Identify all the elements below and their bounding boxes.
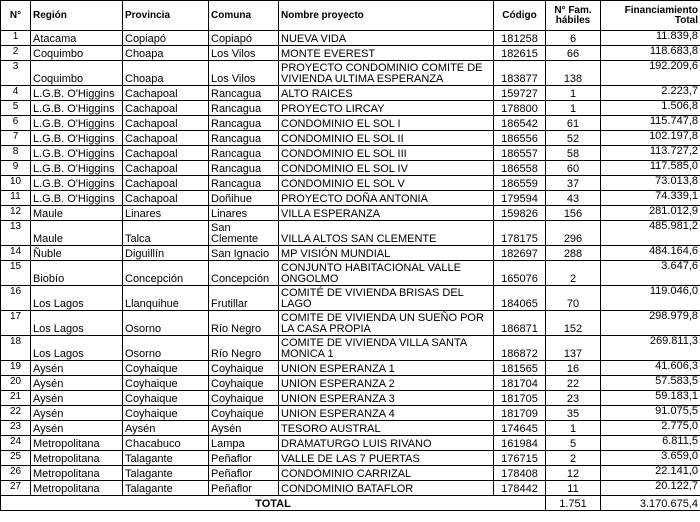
cell-provincia: Osorno [123,311,209,336]
cell-codigo: 181704 [494,376,546,391]
cell-codigo: 183877 [494,61,546,86]
cell-no: 16 [1,286,31,311]
cell-financiamiento: 281.012,9 [601,206,700,221]
header-financiamiento: Financiamiento Total [601,1,700,31]
cell-codigo: 181258 [494,31,546,46]
table-row [1,246,700,261]
cell-no: 12 [1,206,31,221]
cell-codigo: 181709 [494,406,546,421]
cell-fam: 66 [546,46,601,61]
cell-comuna: Aysén [209,421,279,436]
cell-fam: 137 [546,336,601,361]
cell-fam: 1 [546,101,601,116]
cell-no: 26 [1,466,31,481]
table-row [1,206,700,221]
cell-proyecto: MONTE EVEREST [279,46,494,61]
table-row [1,131,700,146]
cell-proyecto: CONDOMINIO CARRIZAL [279,466,494,481]
cell-provincia: Cachapoal [123,191,209,206]
cell-proyecto: CONDOMINIO EL SOL II [279,131,494,146]
cell-codigo: 186871 [494,311,546,336]
cell-proyecto: TESORO AUSTRAL [279,421,494,436]
cell-financiamiento: 11.839,8 [601,31,700,46]
cell-region: L.G.B. O'Higgins [31,161,123,176]
cell-provincia: Llanquihue [123,286,209,311]
cell-financiamiento: 115.747,8 [601,116,700,131]
cell-codigo: 178800 [494,101,546,116]
cell-comuna: Doñihue [209,191,279,206]
header-comuna: Comuna [209,1,279,31]
table-row [1,436,700,451]
cell-provincia: Linares [123,206,209,221]
table-row [1,31,700,46]
cell-region: L.G.B. O'Higgins [31,191,123,206]
cell-region: Coquimbo [31,46,123,61]
cell-comuna: Coyhaique [209,376,279,391]
cell-no: 24 [1,436,31,451]
table-row [1,421,700,436]
cell-comuna: Peñaflor [209,481,279,496]
cell-fam: 52 [546,131,601,146]
cell-financiamiento: 3.659,0 [601,451,700,466]
cell-provincia: Cachapoal [123,131,209,146]
cell-comuna: San Ignacio [209,246,279,261]
table-row [1,361,700,376]
cell-fam: 16 [546,361,601,376]
cell-no: 15 [1,261,31,286]
cell-fam: 37 [546,176,601,191]
cell-proyecto: PROYECTO LIRCAY [279,101,494,116]
cell-region: L.G.B. O'Higgins [31,131,123,146]
cell-proyecto: MP VISIÓN MUNDIAL [279,246,494,261]
cell-region: Los Lagos [31,336,123,361]
cell-proyecto: VILLA ALTOS SAN CLEMENTE [279,221,494,246]
cell-fam: 6 [546,31,601,46]
table-row [1,481,700,496]
cell-comuna: Peñaflor [209,466,279,481]
table-row [1,46,700,61]
cell-provincia: Coyhaique [123,376,209,391]
cell-codigo: 178442 [494,481,546,496]
cell-region: L.G.B. O'Higgins [31,101,123,116]
cell-provincia: Copiapó [123,31,209,46]
cell-fam: 70 [546,286,601,311]
cell-region: Biobío [31,261,123,286]
cell-financiamiento: 298.979,8 [601,311,700,336]
table-row [1,336,700,361]
cell-fam: 2 [546,451,601,466]
cell-comuna: Río Negro [209,311,279,336]
cell-codigo: 186558 [494,161,546,176]
cell-no: 22 [1,406,31,421]
cell-fam: 152 [546,311,601,336]
table-row [1,376,700,391]
cell-region: Aysén [31,376,123,391]
cell-financiamiento: 1.506,8 [601,101,700,116]
cell-fam: 1 [546,86,601,101]
cell-proyecto: CONDOMINIO BATAFLOR [279,481,494,496]
cell-provincia: Cachapoal [123,146,209,161]
cell-financiamiento: 74.339,1 [601,191,700,206]
table-row [1,161,700,176]
cell-fam: 61 [546,116,601,131]
cell-comuna: Coyhaique [209,406,279,421]
cell-no: 17 [1,311,31,336]
cell-codigo: 186557 [494,146,546,161]
cell-comuna: Los Vilos [209,46,279,61]
cell-codigo: 182615 [494,46,546,61]
cell-provincia: Concepción [123,261,209,286]
cell-proyecto: COMITÉ DE VIVIENDA BRISAS DEL LAGO [279,286,494,311]
header-row [1,1,700,31]
cell-fam: 156 [546,206,601,221]
cell-no: 2 [1,46,31,61]
cell-region: Los Lagos [31,286,123,311]
cell-proyecto: UNION ESPERANZA 4 [279,406,494,421]
cell-proyecto: PROYECTO CONDOMINIO COMITE DE VIVIENDA ULTIMA ESPERANZA [279,61,494,86]
cell-fam: 2 [546,261,601,286]
cell-financiamiento: 20.122,7 [601,481,700,496]
cell-provincia: Cachapoal [123,161,209,176]
cell-proyecto: PROYECTO DOÑA ANTONIA [279,191,494,206]
cell-provincia: Cachapoal [123,176,209,191]
cell-region: L.G.B. O'Higgins [31,146,123,161]
cell-provincia: Choapa [123,46,209,61]
table-row [1,116,700,131]
table-row [1,221,700,246]
cell-codigo: 181705 [494,391,546,406]
cell-no: 9 [1,161,31,176]
table-row [1,86,700,101]
cell-region: Aysén [31,406,123,421]
cell-region: Metropolitana [31,451,123,466]
header-proyecto: Nombre proyecto [279,1,494,31]
table-row [1,176,700,191]
cell-financiamiento: 192.209,6 [601,61,700,86]
cell-proyecto: COMITE DE VIVIENDA UN SUEÑO POR LA CASA PROPIA [279,311,494,336]
cell-comuna: Peñaflor [209,451,279,466]
cell-comuna: Concepción [209,261,279,286]
cell-region: Maule [31,206,123,221]
cell-no: 14 [1,246,31,261]
cell-comuna: Coyhaique [209,361,279,376]
cell-financiamiento: 2.775,0 [601,421,700,436]
cell-no: 27 [1,481,31,496]
cell-region: Metropolitana [31,481,123,496]
cell-financiamiento: 59.183,1 [601,391,700,406]
cell-comuna: Copiapó [209,31,279,46]
cell-comuna: Rancagua [209,101,279,116]
cell-provincia: Coyhaique [123,391,209,406]
table-row [1,261,700,286]
cell-codigo: 178408 [494,466,546,481]
cell-proyecto: CONDOMINIO EL SOL V [279,176,494,191]
cell-codigo: 178175 [494,221,546,246]
cell-no: 10 [1,176,31,191]
cell-proyecto: NUEVA VIDA [279,31,494,46]
header-region: Región [31,1,123,31]
cell-fam: 1 [546,421,601,436]
cell-financiamiento: 113.727,2 [601,146,700,161]
cell-region: Coquimbo [31,61,123,86]
cell-codigo: 186542 [494,116,546,131]
cell-no: 21 [1,391,31,406]
cell-no: 1 [1,31,31,46]
cell-no: 8 [1,146,31,161]
cell-no: 7 [1,131,31,146]
cell-proyecto: COMITE DE VIVIENDA VILLA SANTA MONICA 1 [279,336,494,361]
cell-codigo: 165076 [494,261,546,286]
cell-codigo: 186556 [494,131,546,146]
cell-provincia: Coyhaique [123,406,209,421]
cell-proyecto: CONDOMINIO EL SOL III [279,146,494,161]
cell-financiamiento: 269.811,3 [601,336,700,361]
cell-proyecto: VILLA ESPERANZA [279,206,494,221]
cell-region: Aysén [31,421,123,436]
cell-codigo: 186872 [494,336,546,361]
cell-comuna: Rancagua [209,161,279,176]
cell-provincia: Aysén [123,421,209,436]
cell-no: 13 [1,221,31,246]
cell-comuna: Rancagua [209,131,279,146]
cell-provincia: Osorno [123,336,209,361]
cell-proyecto: UNION ESPERANZA 3 [279,391,494,406]
cell-codigo: 181565 [494,361,546,376]
cell-codigo: 161984 [494,436,546,451]
cell-comuna: Rancagua [209,146,279,161]
cell-provincia: Talagante [123,451,209,466]
table-row [1,191,700,206]
header-no: N° [1,1,31,31]
cell-region: Maule [31,221,123,246]
cell-financiamiento: 118.683,8 [601,46,700,61]
cell-financiamiento: 41.606,3 [601,361,700,376]
total-fam: 1.751 [546,496,601,511]
cell-no: 19 [1,361,31,376]
total-row [1,496,700,511]
cell-codigo: 174645 [494,421,546,436]
cell-codigo: 159727 [494,86,546,101]
cell-proyecto: CONJUNTO HABITACIONAL VALLE ONGOLMO [279,261,494,286]
cell-fam: 288 [546,246,601,261]
cell-financiamiento: 73.013,8 [601,176,700,191]
cell-codigo: 176715 [494,451,546,466]
cell-no: 6 [1,116,31,131]
cell-provincia: Coyhaique [123,361,209,376]
table-row [1,451,700,466]
cell-proyecto: CONDOMINIO EL SOL I [279,116,494,131]
cell-provincia: Talagante [123,466,209,481]
cell-provincia: Choapa [123,61,209,86]
cell-fam: 22 [546,376,601,391]
cell-no: 25 [1,451,31,466]
cell-provincia: Chacabuco [123,436,209,451]
header-fam: N° Fam. hábiles [546,1,601,31]
cell-financiamiento: 117.585,0 [601,161,700,176]
table-row [1,286,700,311]
total-financiamiento: 3.170.675,4 [601,496,700,511]
cell-financiamiento: 484.164,6 [601,246,700,261]
cell-comuna: Linares [209,206,279,221]
cell-fam: 35 [546,406,601,421]
cell-financiamiento: 119.046,0 [601,286,700,311]
cell-codigo: 186559 [494,176,546,191]
cell-codigo: 184065 [494,286,546,311]
cell-financiamiento: 22.141,0 [601,466,700,481]
cell-region: Aysén [31,391,123,406]
cell-fam: 60 [546,161,601,176]
cell-codigo: 179594 [494,191,546,206]
cell-proyecto: CONDOMINIO EL SOL IV [279,161,494,176]
cell-proyecto: VALLE DE LAS 7 PUERTAS [279,451,494,466]
cell-proyecto: ALTO RAICES [279,86,494,101]
cell-region: Aysén [31,361,123,376]
cell-fam: 138 [546,61,601,86]
cell-financiamiento: 91.075,5 [601,406,700,421]
cell-financiamiento: 485.981,2 [601,221,700,246]
cell-fam: 58 [546,146,601,161]
header-provincia: Provincia [123,1,209,31]
cell-codigo: 182697 [494,246,546,261]
cell-comuna: Rancagua [209,176,279,191]
cell-no: 4 [1,86,31,101]
cell-provincia: Talca [123,221,209,246]
cell-comuna: San Clemente [209,221,279,246]
cell-provincia: Cachapoal [123,101,209,116]
cell-region: L.G.B. O'Higgins [31,116,123,131]
cell-fam: 296 [546,221,601,246]
table-row [1,61,700,86]
cell-no: 3 [1,61,31,86]
cell-provincia: Talagante [123,481,209,496]
cell-provincia: Cachapoal [123,86,209,101]
cell-fam: 11 [546,481,601,496]
cell-financiamiento: 6.811,5 [601,436,700,451]
table-row [1,406,700,421]
cell-codigo: 159826 [494,206,546,221]
cell-region: Metropolitana [31,466,123,481]
cell-region: L.G.B. O'Higgins [31,176,123,191]
table-row [1,101,700,116]
cell-no: 23 [1,421,31,436]
cell-fam: 43 [546,191,601,206]
cell-region: Atacama [31,31,123,46]
cell-comuna: Río Negro [209,336,279,361]
cell-proyecto: UNION ESPERANZA 2 [279,376,494,391]
cell-financiamiento: 57.583,5 [601,376,700,391]
cell-financiamiento: 102.197,8 [601,131,700,146]
table-row [1,311,700,336]
cell-comuna: Frutillar [209,286,279,311]
cell-comuna: Los Vilos [209,61,279,86]
cell-fam: 5 [546,436,601,451]
cell-no: 20 [1,376,31,391]
cell-no: 11 [1,191,31,206]
table-row [1,466,700,481]
table-row [1,146,700,161]
total-label: TOTAL [1,496,546,511]
cell-no: 5 [1,101,31,116]
cell-region: L.G.B. O'Higgins [31,86,123,101]
cell-provincia: Diguillín [123,246,209,261]
table-row [1,391,700,406]
cell-fam: 12 [546,466,601,481]
table-body [1,31,700,496]
cell-comuna: Rancagua [209,116,279,131]
header-codigo: Código [494,1,546,31]
cell-region: Ñuble [31,246,123,261]
cell-region: Los Lagos [31,311,123,336]
cell-fam: 23 [546,391,601,406]
cell-proyecto: UNION ESPERANZA 1 [279,361,494,376]
cell-region: Metropolitana [31,436,123,451]
cell-no: 18 [1,336,31,361]
cell-provincia: Cachapoal [123,116,209,131]
cell-financiamiento: 2.223,7 [601,86,700,101]
cell-financiamiento: 3.647,6 [601,261,700,286]
cell-comuna: Rancagua [209,86,279,101]
cell-comuna: Lampa [209,436,279,451]
cell-comuna: Coyhaique [209,391,279,406]
cell-proyecto: DRAMATURGO LUIS RIVANO [279,436,494,451]
